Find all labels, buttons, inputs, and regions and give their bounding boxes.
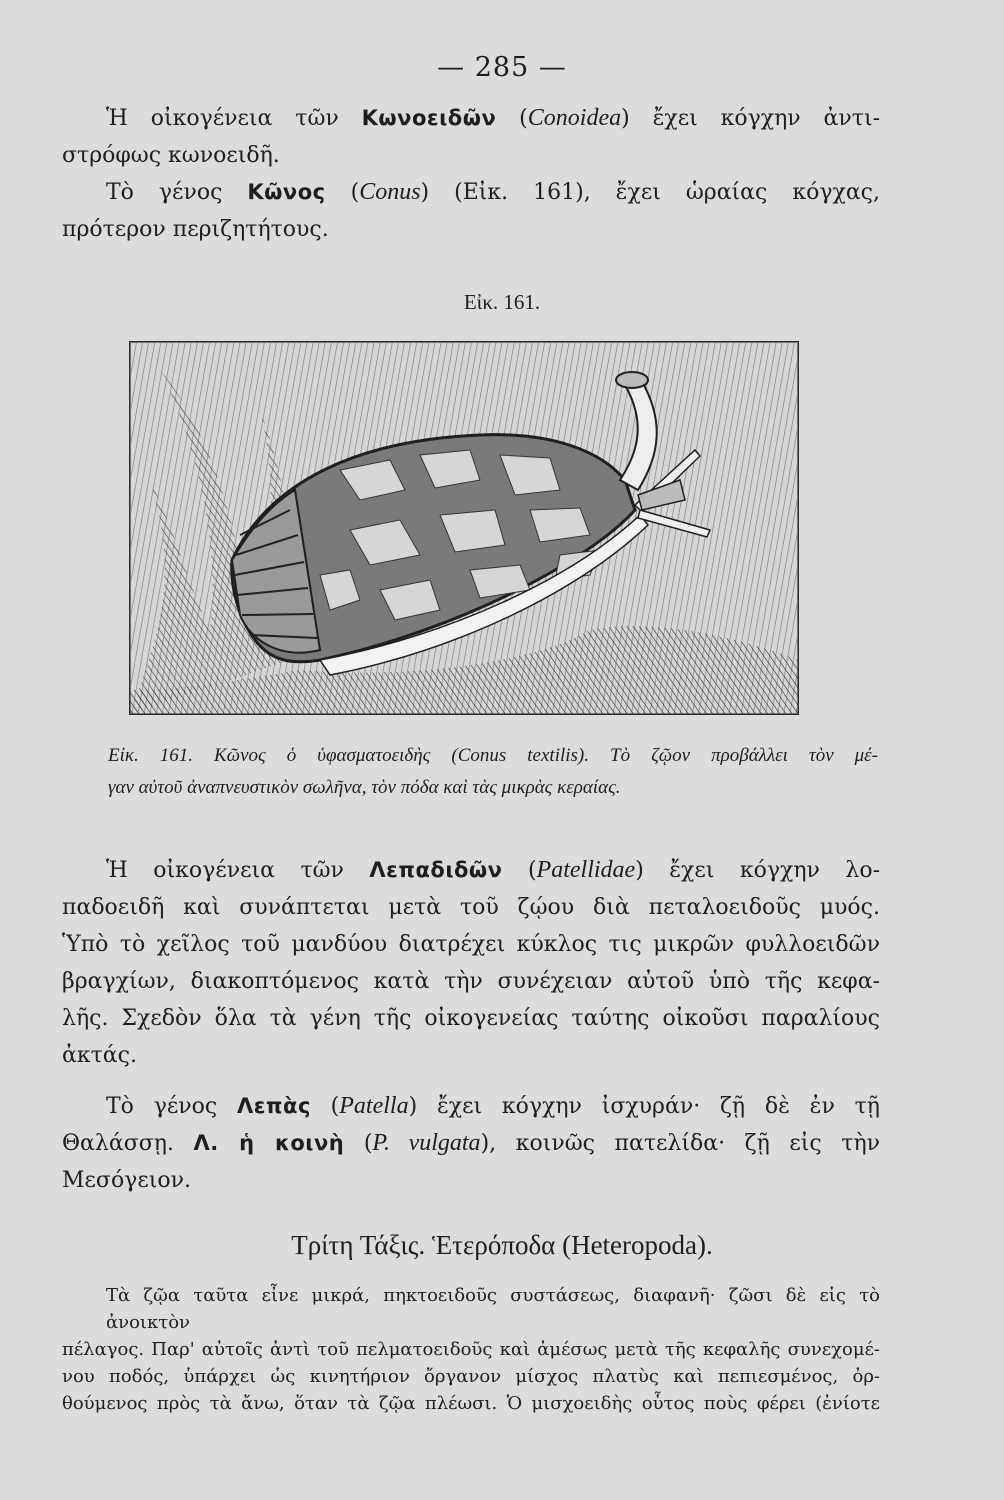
text-line: Ἡ οἰκογένεια τῶν Λεπαδιδῶν (Patellidae) ἔχει κόγχην λο- [106, 857, 881, 883]
caption-line: Εἰκ. 161. Κῶνος ὁ ὑφασματοειδὴς (Conus textilis). Τὸ ζῷον προβάλλει τὸν μέ- [108, 745, 878, 766]
page-number: — 285 — [437, 52, 567, 83]
paragraph-heteropoda [62, 1282, 880, 1417]
species-name: Λ. ἡ κοινὴ [193, 1131, 345, 1155]
text-line: παδοειδῆ καὶ συνάπτεται μετὰ τοῦ ζῴου διὰ πεταλοειδοῦς μυός. [62, 895, 880, 920]
cone-shell-engraving [120, 330, 810, 725]
paragraph-conoidea [62, 100, 880, 248]
text-line: στρόφως κωνοειδῆ. [62, 143, 280, 168]
latin-name: Patellidae [536, 857, 636, 883]
genus-name: Λεπὰς [236, 1094, 311, 1118]
family-name: Λεπαδιδῶν [369, 858, 503, 882]
text-line: Ὑπὸ τὸ χεῖλος τοῦ μανδύου διατρέχει κύκλος τις μικρῶν φυλλοειδῶν [62, 932, 880, 957]
latin-name: Conoidea [527, 105, 622, 131]
text-line: πρότερον περιζητήτους. [62, 217, 329, 242]
figure-caption [108, 740, 878, 804]
text-line: βραγχίων, διακοπτόμενος κατὰ τὴν συνέχειαν αὐτοῦ ὑπὸ τῆς κεφα- [62, 969, 880, 994]
genus-name: Κῶνος [247, 180, 326, 204]
text-line: Τὸ γένος Κῶνος (Conus) (Εἰκ. 161), ἔχει ὡραίας κόγχας, [106, 179, 880, 205]
caption-line: γαν αὐτοῦ ἀναπνευστικὸν σωλῆνα, τὸν πόδα καὶ τὰς μικρὰς κεραίας. [108, 777, 621, 798]
paragraph-patellidae [62, 852, 880, 1074]
text-line: Τὸ γένος Λεπὰς (Patella) ἔχει κόγχην ἰσχυράν· ζῇ δὲ ἐν τῇ [106, 1093, 880, 1119]
text-line: Τὰ ζῷα ταῦτα εἶνε μικρά, πηκτοειδοῦς συστάσεως, διαφανῆ· ζῶσι δὲ εἰς τὸ ἀνοικτὸν [106, 1285, 880, 1333]
latin-name: Patella [339, 1093, 409, 1119]
text-line: ἀκτάς. [62, 1043, 137, 1068]
text-line: νου ποδός, ὑπάρχει ὡς κινητήριον ὄργανον μίσχος πλατὺς καὶ πεπιεσμένος, ὀρ- [62, 1366, 880, 1387]
section-heading: Τρίτη Τάξις. Ἑτερόποδα (Heteropoda). [291, 1230, 713, 1260]
family-name: Κωνοειδῶν [361, 106, 497, 130]
text-line: Μεσόγειον. [62, 1168, 191, 1193]
paragraph-patella [62, 1088, 880, 1199]
text-line: Ἡ οἰκογένεια τῶν Κωνοειδῶν (Conoidea) ἔχει κόγχην ἀντι- [106, 105, 880, 131]
text-line: Θαλάσσῃ. Λ. ἡ κοινὴ (P. vulgata), κοινῶς πατελίδα· ζῇ εἰς τὴν [62, 1130, 880, 1156]
latin-name: Conus [359, 179, 421, 205]
figure-label: Εἰκ. 161. [463, 290, 541, 314]
text-line: θούμενος πρὸς τὰ ἄνω, ὅταν τὰ ζῷα πλέωσι. Ὁ μισχοειδὴς οὗτος ποὺς φέρει (ἐνίοτε [62, 1393, 880, 1414]
latin-name: P. vulgata [372, 1130, 481, 1156]
text-line: πέλαγος. Παρ' αὐτοῖς ἀντὶ τοῦ πελματοειδοῦς καὶ ἀμέσως μετὰ τῆς κεφαλῆς συνεχομέ- [62, 1339, 880, 1360]
text-line: λῆς. Σχεδὸν ὅλα τὰ γένη τῆς οἰκογενείας ταύτης οἰκοῦσι παραλίους [62, 1006, 880, 1031]
